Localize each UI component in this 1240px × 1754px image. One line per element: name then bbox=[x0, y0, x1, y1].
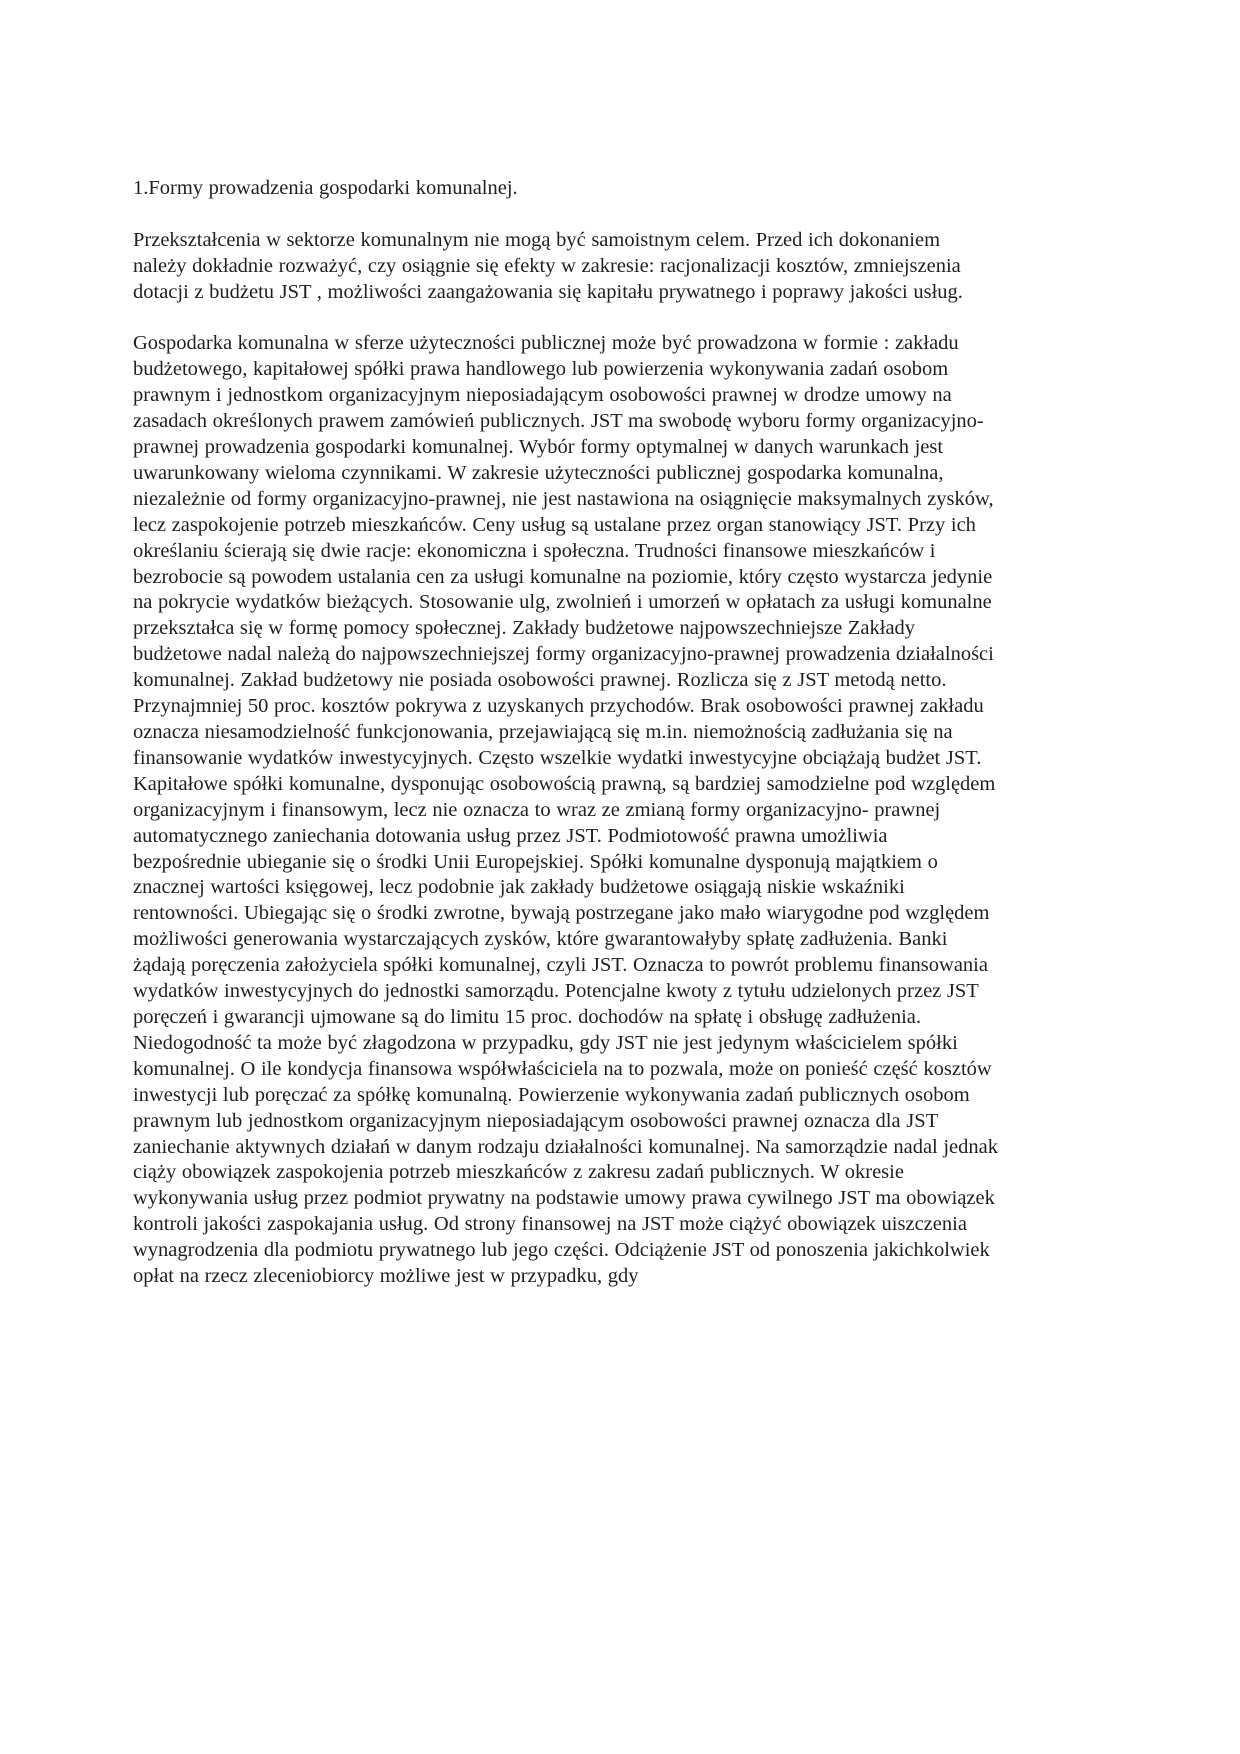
document-title: 1.Formy prowadzenia gospodarki komunalnej. bbox=[133, 177, 518, 199]
paragraph-intro: Przekształcenia w sektorze komunalnym nie mogą być samoistnym celem. Przed ich dokonaniem należy dokładnie rozważyć, czy osiągnie się efekty w zakresie: racjonalizacji kosztów, zmniejszenia dotacji z budżetu JST , możliwości zaangażowania się kapitału prywatnego i poprawy jakości usług. bbox=[133, 228, 963, 303]
document-content bbox=[133, 176, 999, 1290]
paragraph-body: Gospodarka komunalna w sferze użyteczności publicznej może być prowadzona w formie : zakładu budżetowego, kapitałowej spółki prawa handlowego lub powierzenia wykonywania zadań osobom prawnym i jednostkom organizacyjnym nieposiadającym osobowości prawnej w drodze umowy na zasadach określonych prawem zamówień publicznych. JST ma swobodę wyboru formy organizacyjno- prawnej prowadzenia gospodarki komunalnej. Wybór formy optymalnej w danych warunkach jest uwarunkowany wieloma czynnikami. W zakresie użyteczności publicznej gospodarka komunalna, niezależnie od formy organizacyjno-prawnej, nie jest nastawiona na osiągnięcie maksymalnych zysków, lecz zaspokojenie potrzeb mieszkańców. Ceny usług są ustalane przez organ stanowiący JST. Przy ich określaniu ścierają się dwie racje: ekonomiczna i społeczna. Trudności finansowe mieszkańców i bezrobocie są powodem ustalania cen za usługi komunalne na poziomie, który często wystarcza jedynie na pokrycie wydatków bieżących. Stosowanie ulg, zwolnień i umorzeń w opłatach za usługi komunalne przekształca się w formę pomocy społecznej. Zakłady budżetowe najpowszechniejsze Zakłady budżetowe nadal należą do najpowszechniejszej formy organizacyjno-prawnej prowadzenia działalności komunalnej. Zakład budżetowy nie posiada osobowości prawnej. Rozlicza się z JST metodą netto. Przynajmniej 50 proc. kosztów pokrywa z uzyskanych przychodów. Brak osobowości prawnej zakładu oznacza niesamodzielność funkcjonowania, przejawiającą się m.in. niemożnością zadłużania się na finansowanie wydatków inwestycyjnych. Często wszelkie wydatki inwestycyjne obciążają budżet JST. Kapitałowe spółki komunalne, dysponując osobowością prawną, są bardziej samodzielne pod względem organizacyjnym i finansowym, lecz nie oznacza to wraz ze zmianą formy organizacyjno- prawnej automatycznego zaniechania dotowania usług przez JST. Podmiotowość prawna umożliwia bezpośrednie ubieganie się o środki Unii Europejskiej. Spółki komunalne dysponują majątkiem o znacznej wartości księgowej, lecz podobnie jak zakłady budżetowe osiągają niskie wskaźniki rentowności. Ubiegając się o środki zwrotne, bywają postrzegane jako mało wiarygodne pod względem możliwości generowania wystarczających zysków, które gwarantowałyby spłatę zadłużenia. Banki żądają poręczenia założyciela spółki komunalnej, czyli JST. Oznacza to powrót problemu finansowania wydatków inwestycyjnych do jednostki samorządu. Potencjalne kwoty z tytułu udzielonych przez JST poręczeń i gwarancji ujmowane są do limitu 15 proc. dochodów na spłatę i obsługę zadłużenia. Niedogodność ta może być złagodzona w przypadku, gdy JST nie jest jedynym właścicielem spółki komunalnej. O ile kondycja finansowa współwłaściciela na to pozwala, może on ponieść część kosztów inwestycji lub poręczać za spółkę komunalną. Powierzenie wykonywania zadań publicznych osobom prawnym lub jednostkom organizacyjnym nieposiadającym osobowości prawnej oznacza dla JST zaniechanie aktywnych działań w danym rodzaju działalności komunalnej. Na samorządzie nadal jednak ciąży obowiązek zaspokojenia potrzeb mieszkańców z zakresu zadań publicznych. W okresie wykonywania usług przez podmiot prywatny na podstawie umowy prawa cywilnego JST ma obowiązek kontroli jakości zaspokajania usług. Od strony finansowej na JST może ciążyć obowiązek uiszczenia wynagrodzenia dla podmiotu prywatnego lub jego części. Odciążenie JST od ponoszenia jakichkolwiek opłat na rzecz zleceniobiorcy możliwe jest w przypadku, gdy bbox=[133, 332, 999, 1288]
